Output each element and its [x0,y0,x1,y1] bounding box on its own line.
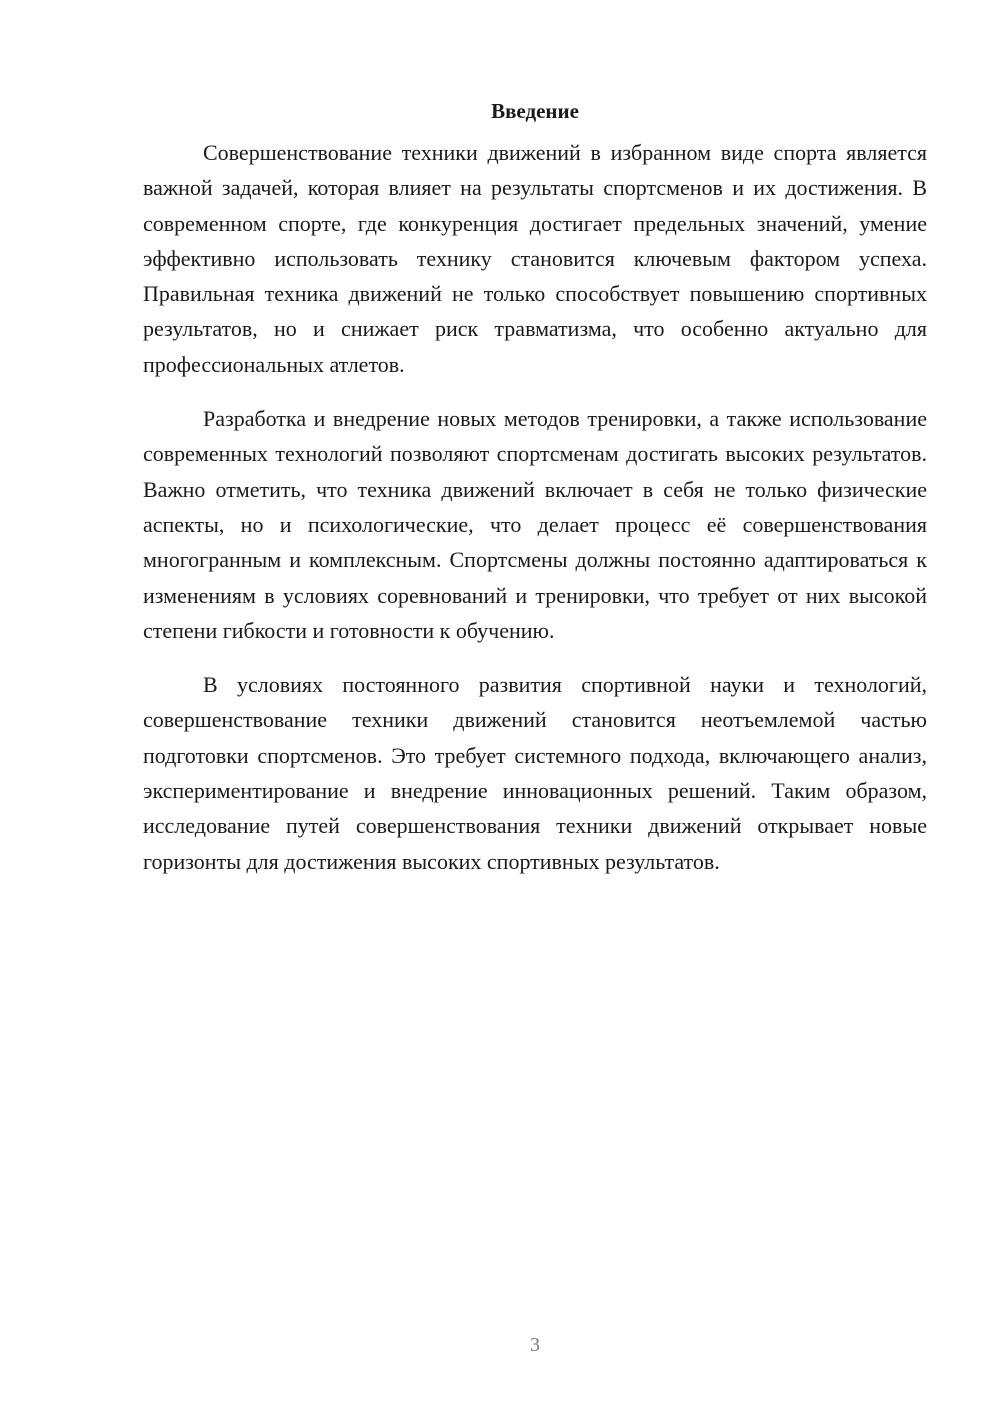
page-title: Введение [491,99,579,123]
paragraph-1: Совершенствование техники движений в избранном виде спорта является важной задачей, которая влияет на результаты спортсменов и их достижения. В современном спорте, где конкуренция достигает предельных значений, умение эффективно использовать технику становится ключевым фактором успеха. Правильная техника движений не только способствует повышению спортивных результатов, но и снижает риск травматизма, что особенно актуально для профессиональных атлетов. [143,140,927,377]
paragraph-2: Разработка и внедрение новых методов тренировки, а также использование современных технологий позволяют спортсменам достигать высоких результатов. Важно отметить, что техника движений включает в себя не только физические аспекты, но и психологические, что делает процесс её совершенствования многогранным и комплексным. Спортсмены должны постоянно адаптироваться к изменениям в условиях соревнований и тренировки, что требует от них высокой степени гибкости и готовности к обучению. [143,406,927,643]
page-number: 3 [530,1334,540,1356]
paragraph-3: В условиях постоянного развития спортивной науки и технологий, совершенствование техники движений становится неотъемлемой частью подготовки спортсменов. Это требует системного подхода, включающего анализ, экспериментирование и внедрение инновационных решений. Таким образом, исследование путей совершенствования техники движений открывает новые горизонты для достижения высоких спортивных результатов. [143,672,927,874]
page-content [143,96,927,879]
